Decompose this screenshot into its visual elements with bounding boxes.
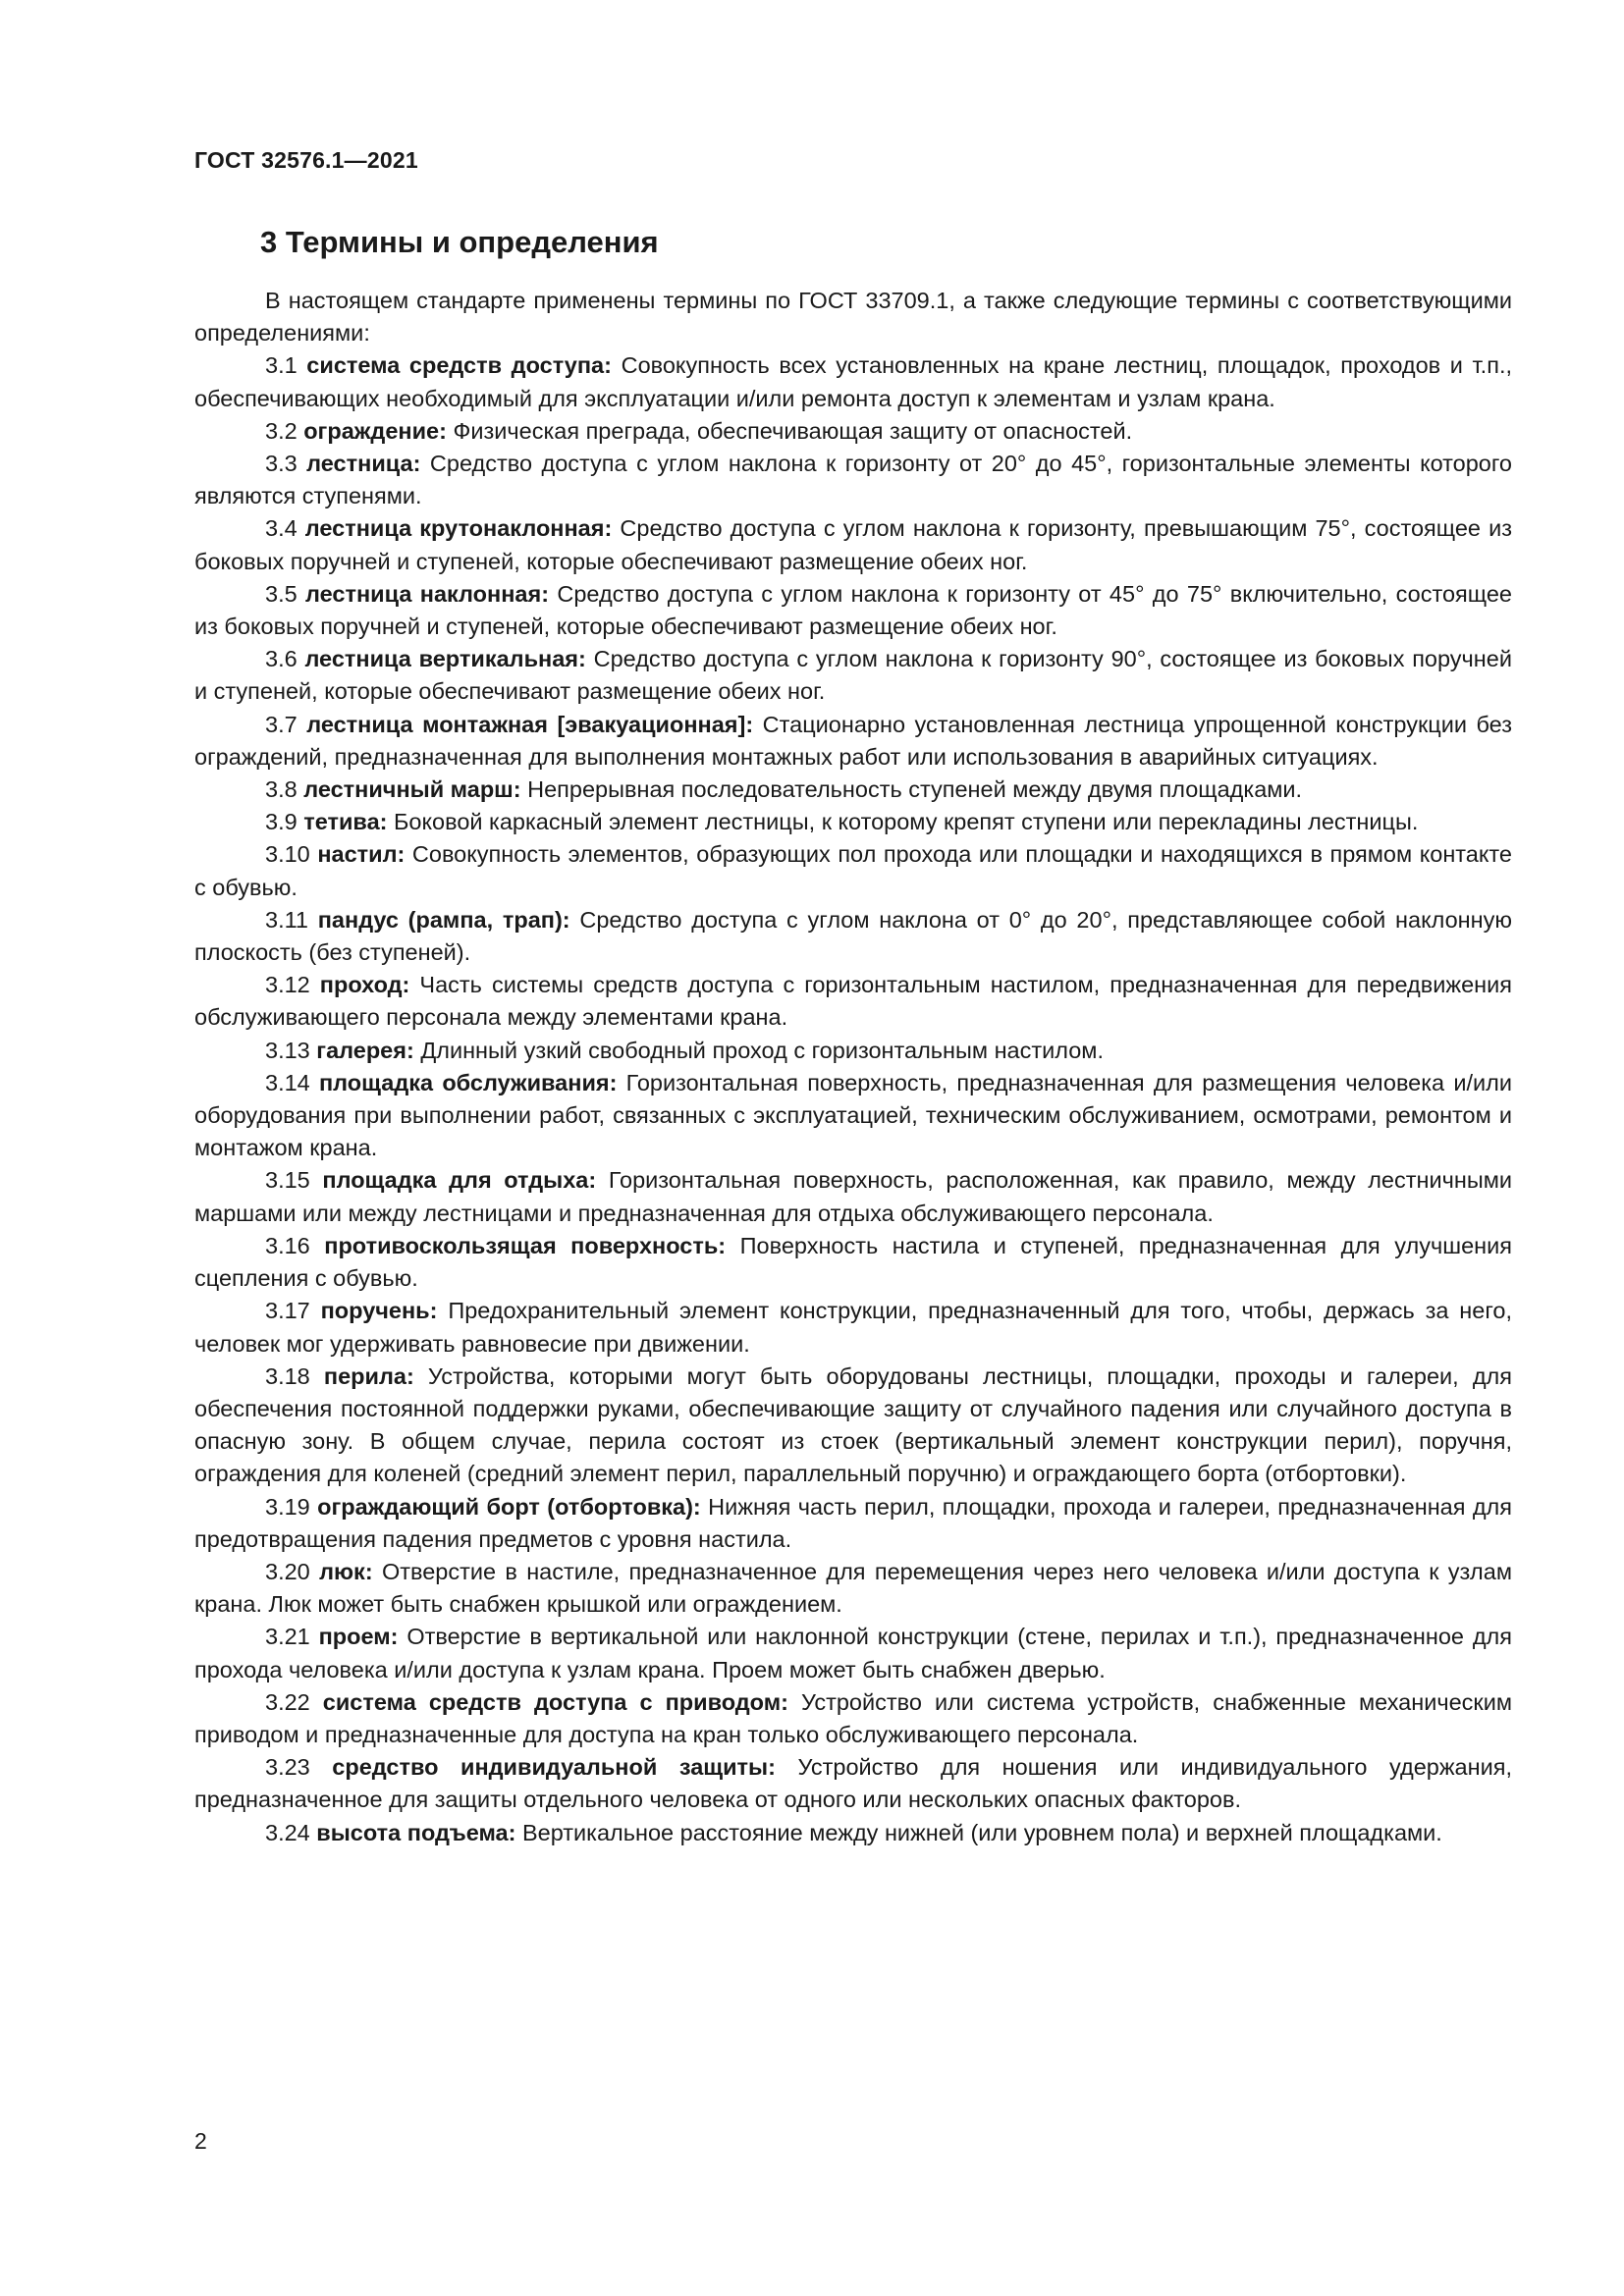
definition-text: Предохранительный элемент конструкции, предназначенный для того, чтобы, держась за него, человек мог удерживать равновесие при движении.: [194, 1298, 1512, 1357]
definitions-list: [194, 349, 1512, 1848]
definition-item: [194, 1035, 1512, 1067]
definition-term: лестничный марш:: [303, 776, 521, 803]
definition-text: Горизонтальная поверхность, расположенная, как правило, между лестничными маршами или между лестницами и предназначенная для отдыха обслуживающего персонала.: [194, 1167, 1513, 1226]
definition-number: 3.9: [265, 809, 304, 835]
definition-item: [194, 448, 1512, 512]
definition-term: поручень:: [320, 1298, 438, 1324]
definition-number: 3.12: [265, 972, 320, 998]
definition-number: 3.11: [265, 906, 318, 933]
definition-number: 3.5: [265, 580, 306, 607]
definition-item: [194, 904, 1512, 969]
definition-item: [194, 1067, 1512, 1165]
definition-number: 3.6: [265, 646, 305, 672]
definition-term: высота подъема:: [316, 1819, 516, 1845]
definition-term: люк:: [319, 1558, 373, 1584]
definition-text: Совокупность всех установленных на кране лестниц, площадок, проходов и т.п., обеспечивающих необходимый для эксплуатации и/или ремонта доступ к элементам и узлам крана.: [194, 352, 1512, 411]
definition-item: [194, 1361, 1512, 1491]
definition-number: 3.14: [265, 1069, 319, 1095]
section-title: 3 Термины и определения: [260, 225, 659, 259]
definition-term: тетива:: [303, 809, 388, 835]
definition-text: Устройство или система устройств, снабженные механическим приводом и предназначенные для доступа на кран только обслуживающего персонала.: [194, 1688, 1512, 1747]
definition-term: перила:: [323, 1362, 414, 1389]
definition-term: средство индивидуальной защиты:: [332, 1754, 776, 1781]
definition-text: Средство доступа с углом наклона к горизонту от 20° до 45°, горизонтальные элементы которого являются ступенями.: [194, 451, 1512, 509]
definition-term: проем:: [318, 1624, 399, 1650]
definition-text: Совокупность элементов, образующих пол прохода или площадки и находящихся в прямом контакте с обувью.: [194, 841, 1512, 900]
definition-term: противоскользящая поверхность:: [324, 1232, 727, 1258]
definition-number: 3.1: [265, 352, 307, 379]
definition-item: [194, 643, 1512, 708]
definition-text: Длинный узкий свободный проход с горизонтальным настилом.: [413, 1037, 1104, 1063]
definition-term: площадка для отдыха:: [322, 1167, 597, 1194]
definition-item: [194, 838, 1512, 903]
definition-number: 3.15: [265, 1167, 323, 1194]
definition-text: Часть системы средств доступа с горизонтальным настилом, предназначенная для передвижения обслуживающего персонала между элементами крана.: [194, 972, 1512, 1031]
definition-text: Вертикальное расстояние между нижней (или уровнем пола) и верхней площадками.: [515, 1819, 1442, 1845]
definition-item: [194, 578, 1512, 643]
definition-text: Боковой каркасный элемент лестницы, к которому крепят ступени или перекладины лестницы.: [387, 809, 1419, 835]
definition-number: 3.18: [265, 1362, 324, 1389]
definition-term: лестница:: [306, 451, 421, 477]
definition-text: Стационарно установленная лестница упрощенной конструкции без ограждений, предназначенная для выполнения монтажных работ или использования в аварийных ситуациях.: [194, 711, 1512, 770]
definition-text: Средство доступа с углом наклона к горизонту от 45° до 75° включительно, состоящее из боковых поручней и ступеней, которые обеспечивают размещение обеих ног.: [194, 580, 1512, 640]
definition-text: Средство доступа с углом наклона к горизонту 90°, состоящее из боковых поручней и ступеней, которые обеспечивают размещение обеих ног.: [194, 646, 1512, 705]
definition-term: проход:: [319, 972, 410, 998]
definition-text: Физическая преграда, обеспечивающая защиту от опасностей.: [446, 417, 1133, 444]
definition-item: [194, 709, 1512, 774]
definition-number: 3.2: [265, 417, 304, 444]
definition-item: [194, 1164, 1512, 1229]
definition-number: 3.19: [265, 1493, 318, 1520]
definition-term: лестница монтажная [эвакуационная]:: [306, 711, 754, 737]
definition-term: лестница крутонаклонная:: [304, 515, 613, 542]
definition-number: 3.23: [265, 1754, 333, 1781]
definition-number: 3.17: [265, 1298, 321, 1324]
definition-item: [194, 349, 1512, 414]
definition-term: система средств доступа с приводом:: [322, 1688, 788, 1715]
definition-item: [194, 415, 1512, 448]
intro-paragraph: В настоящем стандарте применены термины по ГОСТ 33709.1, а также следующие термины с соответствующими определениями:: [194, 288, 1512, 347]
definition-number: 3.13: [265, 1037, 317, 1063]
definition-term: ограждающий борт (отбортовка):: [317, 1493, 701, 1520]
definition-text: Отверстие в вертикальной или наклонной конструкции (стене, перилах и т.п.), предназначенное для прохода человека и/или доступа к узлам крана. Проем может быть снабжен дверью.: [194, 1624, 1512, 1682]
definition-number: 3.3: [265, 451, 307, 477]
definition-item: [194, 1295, 1512, 1360]
definition-text: Отверстие в настиле, предназначенное для перемещения через него человека и/или доступа к узлам крана. Люк может быть снабжен крышкой или ограждением.: [194, 1558, 1512, 1618]
definition-text: Непрерывная последовательность ступеней между двумя площадками.: [520, 776, 1303, 803]
standard-header: ГОСТ 32576.1—2021: [194, 147, 418, 173]
definition-number: 3.21: [265, 1624, 319, 1650]
definition-text: Средство доступа с углом наклона от 0° до 20°, представляющее собой наклонную плоскость (без ступеней).: [194, 906, 1512, 966]
definition-number: 3.24: [265, 1819, 317, 1845]
definition-item: [194, 512, 1512, 577]
definition-number: 3.20: [265, 1558, 320, 1584]
definition-term: ограждение:: [303, 417, 447, 444]
definition-number: 3.22: [265, 1688, 323, 1715]
definition-text: Горизонтальная поверхность, предназначенная для размещения человека и/или оборудования при выполнении работ, связанных с эксплуатацией, техническим обслуживанием, осмотрами, ремонтом и монтажом крана.: [194, 1069, 1512, 1161]
definition-term: галерея:: [316, 1037, 414, 1063]
definition-term: пандус (рампа, трап):: [317, 906, 570, 933]
definitions-body: [194, 285, 1512, 1849]
definition-item: [194, 1686, 1512, 1751]
definition-item: [194, 774, 1512, 806]
definition-term: площадка обслуживания:: [318, 1069, 618, 1095]
page-number: 2: [194, 2128, 207, 2154]
definition-number: 3.4: [265, 515, 305, 542]
definition-term: настил:: [317, 841, 406, 868]
definition-number: 3.8: [265, 776, 304, 803]
definition-item: [194, 806, 1512, 838]
definition-text: Средство доступа с углом наклона к горизонту, превышающим 75°, состоящее из боковых поручней и ступеней, которые обеспечивают размещение обеих ног.: [194, 515, 1512, 574]
definition-term: система средств доступа:: [306, 352, 612, 379]
definition-item: [194, 969, 1512, 1034]
definition-item: [194, 1230, 1512, 1295]
definition-item: [194, 1556, 1512, 1621]
definition-text: Устройства, которыми могут быть оборудованы лестницы, площадки, проходы и галереи, для обеспечения постоянной поддержки руками, обеспечивающие защиту от случайного падения или случайного доступа в опасную зону. В общем случае, перила состоят из стоек (вертикальный элемент конструкции перил), поручня, ограждения для коленей (средний элемент перил, параллельный поручню) и ограждающего борта (отбортовки).: [194, 1362, 1512, 1487]
definition-number: 3.7: [265, 711, 307, 737]
definition-text: Нижняя часть перил, площадки, прохода и галереи, предназначенная для предотвращения падения предметов с уровня настила.: [194, 1493, 1512, 1552]
definition-term: лестница вертикальная:: [304, 646, 586, 672]
definition-term: лестница наклонная:: [305, 580, 550, 607]
definition-item: [194, 1491, 1512, 1556]
definition-item: [194, 1817, 1512, 1849]
definition-text: Устройство для ношения или индивидуального удержания, предназначенное для защиты отдельного человека от одного или нескольких опасных факторов.: [194, 1754, 1512, 1813]
definition-number: 3.10: [265, 841, 318, 868]
definition-item: [194, 1621, 1512, 1685]
definition-item: [194, 1751, 1512, 1816]
definition-text: Поверхность настила и ступеней, предназначенная для улучшения сцепления с обувью.: [194, 1232, 1512, 1292]
definition-number: 3.16: [265, 1232, 325, 1258]
